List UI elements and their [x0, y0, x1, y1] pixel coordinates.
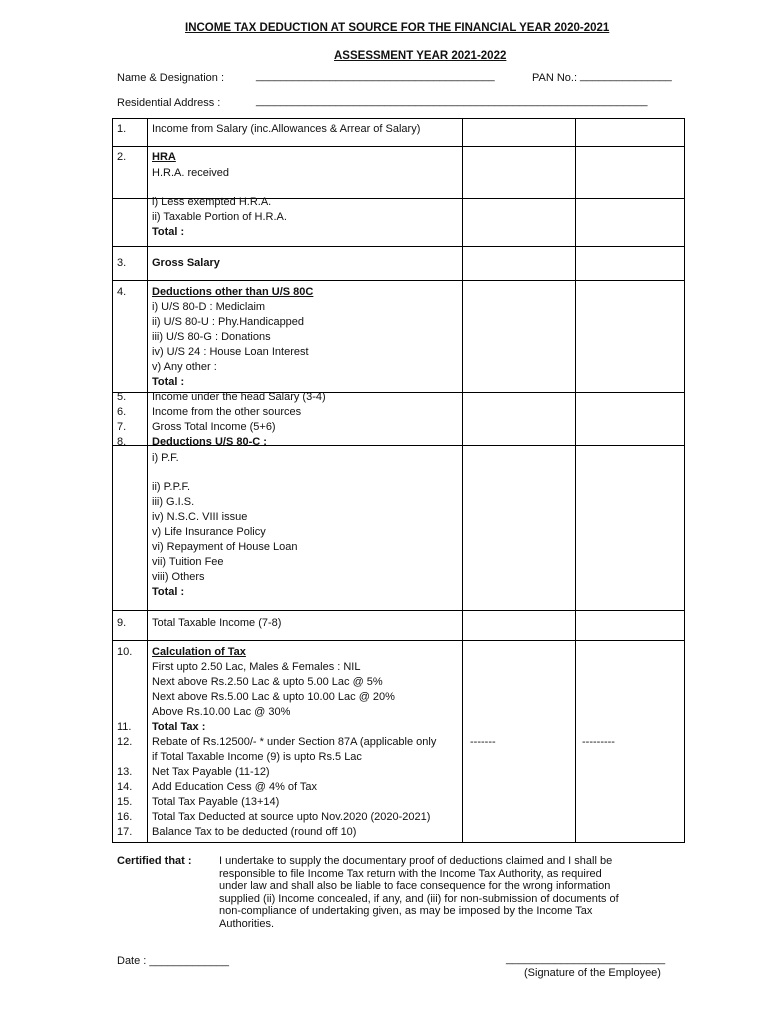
certification-line: supplied (ii) Income concealed, if any, and (iii) for non-submission of documents of [219, 892, 619, 905]
residential-address-field[interactable]: ________________________________________________________________ [256, 95, 648, 107]
name-designation-field[interactable]: _______________________________________ [256, 70, 495, 82]
row-number: 16. [117, 811, 133, 823]
row-description: Total : [152, 226, 185, 238]
rebate-amount-col1: ------- [470, 736, 496, 748]
rebate-amount-col2: --------- [582, 736, 615, 748]
row-description: i) U/S 80-D : Mediclaim [152, 301, 266, 313]
table-rule [147, 118, 148, 843]
row-description: Net Tax Payable (11-12) [152, 766, 270, 778]
table-rule [575, 118, 576, 843]
row-description: Next above Rs.5.00 Lac & upto 10.00 Lac @ 20% [152, 691, 395, 703]
certification-line: I undertake to supply the documentary proof of deductions claimed and I shall be [219, 855, 613, 867]
row-description: Calculation of Tax [152, 646, 246, 658]
row-number: 10. [117, 646, 133, 658]
signature-line[interactable]: __________________________ [506, 953, 666, 965]
row-number: 4. [117, 286, 127, 298]
row-description: First upto 2.50 Lac, Males & Females : NIL [152, 661, 361, 673]
row-description: Deductions other than U/S 80C [152, 286, 314, 298]
row-description: Income from Salary (inc.Allowances & Arrear of Salary) [152, 123, 421, 135]
row-description: Next above Rs.2.50 Lac & upto 5.00 Lac @ 5% [152, 676, 383, 688]
table-rule [112, 146, 685, 147]
row-description: Total Taxable Income (7-8) [152, 617, 282, 629]
row-description: if Total Taxable Income (9) is upto Rs.5 Lac [152, 751, 362, 763]
row-description: vii) Tuition Fee [152, 556, 224, 568]
row-description: Add Education Cess @ 4% of Tax [152, 781, 318, 793]
certification-line: under law and shall also be liable to face consequence for the wrong information [219, 880, 611, 892]
row-description: Balance Tax to be deducted (round off 10) [152, 826, 357, 838]
residential-address-label: Residential Address : [117, 97, 221, 109]
row-description: Total Tax Deducted at source upto Nov.2020 (2020-2021) [152, 811, 431, 823]
row-description: Gross Total Income (5+6) [152, 421, 276, 433]
row-description: ii) P.P.F. [152, 481, 191, 493]
row-description: Above Rs.10.00 Lac @ 30% [152, 706, 291, 718]
row-description: Total Tax : [152, 721, 206, 733]
table-rule [112, 118, 113, 843]
pan-label: PAN No.: [532, 72, 578, 84]
row-number: 12. [117, 736, 133, 748]
row-description: ii) U/S 80-U : Phy.Handicapped [152, 316, 305, 328]
row-description: viii) Others [152, 571, 205, 583]
row-description: Gross Salary [152, 257, 220, 269]
date-field[interactable]: Date : _____________ [117, 955, 229, 967]
table-rule [112, 280, 685, 281]
row-number: 17. [117, 826, 133, 838]
row-description: Deductions U/S 80-C : [152, 436, 267, 448]
row-number: 5. [117, 391, 127, 403]
row-number: 2. [117, 151, 127, 163]
row-description: i) Less exempted H.R.A. [152, 196, 272, 208]
table-rule [684, 118, 685, 843]
row-number: 15. [117, 796, 133, 808]
row-description: iv) U/S 24 : House Loan Interest [152, 346, 309, 358]
row-description: iv) N.S.C. VIII issue [152, 511, 248, 523]
certified-label: Certified that : [117, 855, 192, 867]
row-description: vi) Repayment of House Loan [152, 541, 298, 553]
row-description: Total Tax Payable (13+14) [152, 796, 280, 808]
row-description: v) Any other : [152, 361, 217, 373]
certification-line: Authorities. [219, 917, 275, 930]
row-description: Income under the head Salary (3-4) [152, 391, 326, 403]
form-title: INCOME TAX DEDUCTION AT SOURCE FOR THE FINANCIAL YEAR 2020-2021 [185, 22, 610, 34]
table-rule [112, 118, 685, 119]
name-designation-label: Name & Designation : [117, 72, 224, 84]
row-description: i) P.F. [152, 452, 179, 464]
row-number: 3. [117, 257, 127, 269]
row-description: H.R.A. received [152, 167, 230, 179]
table-rule [462, 118, 463, 843]
row-number: 6. [117, 406, 127, 418]
row-description: Total : [152, 586, 185, 598]
row-description: Total : [152, 376, 185, 388]
table-rule [112, 842, 685, 843]
row-number: 9. [117, 617, 127, 629]
row-description: Rebate of Rs.12500/- * under Section 87A (applicable only [152, 736, 437, 748]
row-number: 8. [117, 436, 127, 448]
row-number: 7. [117, 421, 127, 433]
certification-line: responsible to file Income Tax return with the Income Tax Authority, as required [219, 867, 602, 880]
row-description: v) Life Insurance Policy [152, 526, 266, 538]
certification-line: non-compliance of undertaking given, as may be imposed by the Income Tax [219, 905, 593, 917]
certification-text [219, 855, 677, 930]
row-number: 13. [117, 766, 133, 778]
row-description: iii) U/S 80-G : Donations [152, 331, 271, 343]
table-rule [112, 640, 685, 641]
row-number: 11. [117, 721, 132, 733]
table-rule [112, 246, 685, 247]
row-description: Income from the other sources [152, 406, 302, 418]
row-description: iii) G.I.S. [152, 496, 195, 508]
row-description: ii) Taxable Portion of H.R.A. [152, 211, 287, 223]
signature-caption: (Signature of the Employee) [524, 967, 661, 979]
row-number: 14. [117, 781, 133, 793]
assessment-year: ASSESSMENT YEAR 2021-2022 [334, 50, 507, 62]
row-number: 1. [117, 123, 127, 135]
row-description: HRA [152, 151, 176, 163]
table-rule [112, 610, 685, 611]
pan-field[interactable]: _______________ [580, 70, 672, 82]
